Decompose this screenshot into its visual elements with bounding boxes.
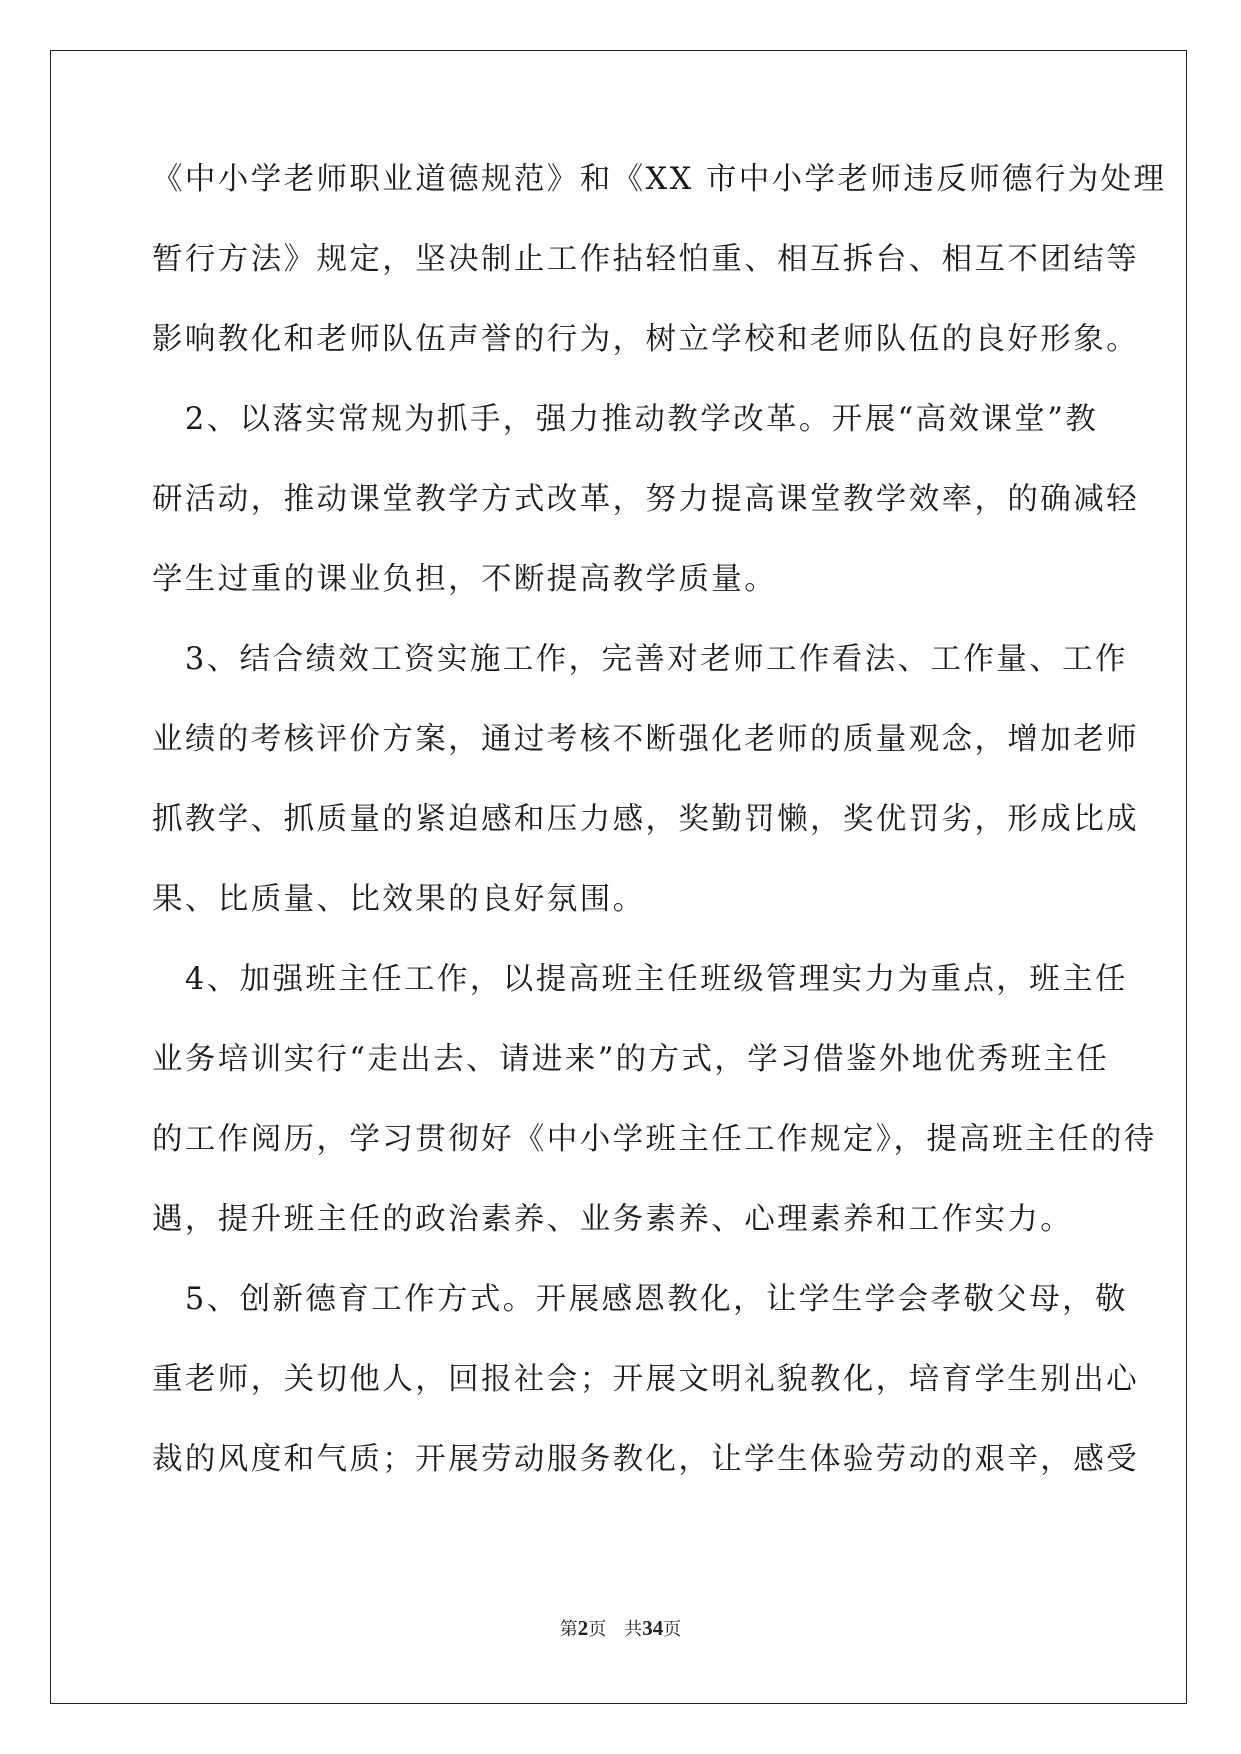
text-line: 2、以落实常规为抓手，强力推动教学改革。开展“高效课堂”教 <box>152 402 1099 437</box>
text-line: 学生过重的课业负担，不断提高教学质量。 <box>152 562 778 597</box>
text-line: 果、比质量、比效果的良好氛围。 <box>152 882 646 917</box>
page-current: 2 <box>577 1616 589 1640</box>
text-line: 重老师，关切他人，回报社会；开展文明礼貌教化，培育学生别出心 <box>152 1362 1139 1397</box>
page-mid: 页 共 <box>588 1619 643 1640</box>
document-body <box>152 160 1167 1520</box>
page-suffix: 页 <box>663 1619 682 1640</box>
text-line: 3、结合绩效工资实施工作，完善对老师工作看法、工作量、工作 <box>152 642 1128 677</box>
text-line: 暂行方法》规定，坚决制止工作拈轻怕重、相互拆台、相互不团结等 <box>152 242 1139 277</box>
text-line: 4、加强班主任工作，以提高班主任班级管理实力为重点，班主任 <box>152 962 1128 997</box>
page-prefix: 第 <box>559 1619 578 1640</box>
text-line: 影响教化和老师队伍声誉的行为，树立学校和老师队伍的良好形象。 <box>152 322 1139 357</box>
text-line: 《中小学老师职业道德规范》和《XX 市中小学老师违反师德行为处理 <box>152 162 1167 197</box>
page-footer <box>0 1615 1241 1641</box>
text-line: 抓教学、抓质量的紧迫感和压力感，奖勤罚懒，奖优罚劣，形成比成 <box>152 802 1139 837</box>
text-line: 业务培训实行“走出去、请进来”的方式，学习借鉴外地优秀班主任 <box>152 1042 1110 1077</box>
page-total: 34 <box>642 1616 664 1640</box>
text-line: 研活动，推动课堂教学方式改革，努力提高课堂教学效率，的确减轻 <box>152 482 1139 517</box>
text-line: 业绩的考核评价方案，通过考核不断强化老师的质量观念，增加老师 <box>152 722 1139 757</box>
text-line: 遇，提升班主任的政治素养、业务素养、心理素养和工作实力。 <box>152 1202 1074 1237</box>
text-line: 裁的风度和气质；开展劳动服务教化，让学生体验劳动的艰辛，感受 <box>152 1442 1139 1477</box>
text-line: 5、创新德育工作方式。开展感恩教化，让学生学会孝敬父母，敬 <box>152 1282 1128 1317</box>
text-line: 的工作阅历，学习贯彻好《中小学班主任工作规定》，提高班主任的待 <box>152 1122 1157 1157</box>
